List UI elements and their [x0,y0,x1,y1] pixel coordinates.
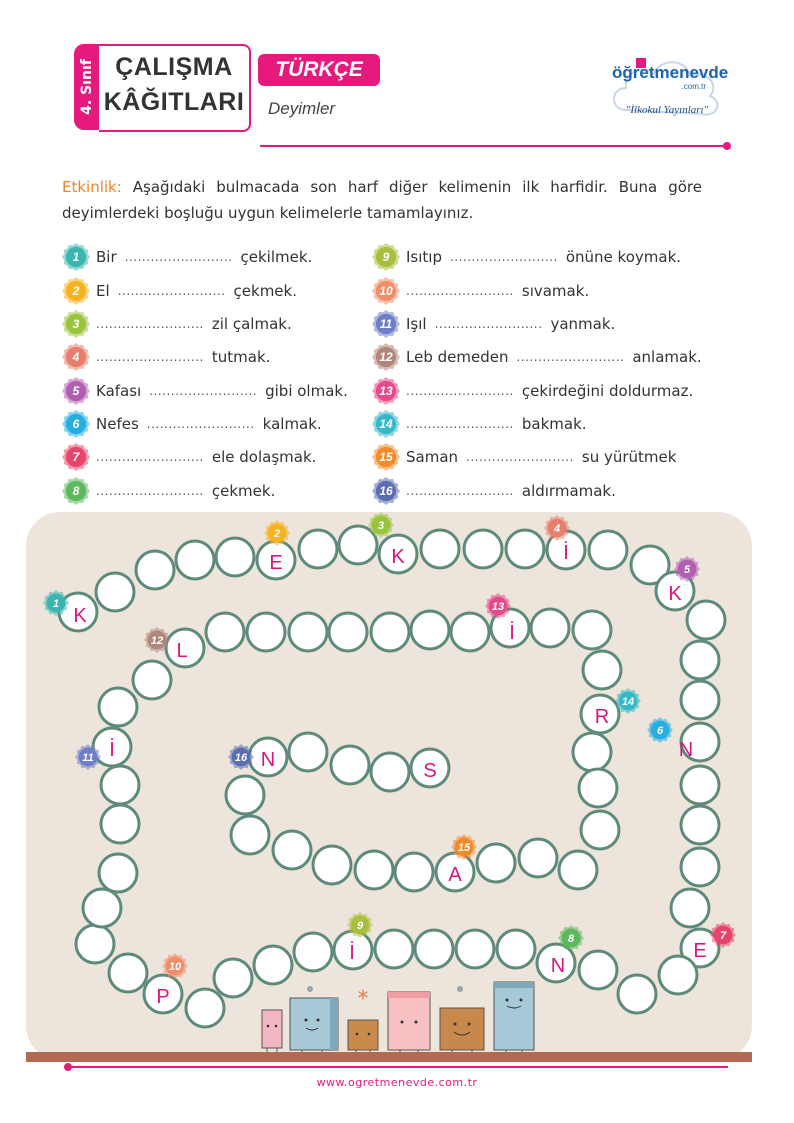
puzzle-cell[interactable] [254,946,292,984]
question-text-after: çekilmek. [240,248,313,266]
title-line-1: ÇALIŞMA [115,53,233,81]
puzzle-letter: P [156,986,170,1008]
puzzle-cell[interactable] [681,848,719,886]
title-line-2: KÂĞITLARI [103,88,245,116]
puzzle-cell[interactable] [101,805,139,843]
puzzle-letter: S [423,760,437,782]
answer-blank[interactable]: ......................... [406,484,514,498]
puzzle-cell[interactable] [421,530,459,568]
puzzle-cell[interactable] [671,889,709,927]
badge-number: 11 [379,317,393,331]
answer-blank[interactable]: ......................... [449,250,558,264]
question-text-after: çekirdeğini doldurmaz. [521,382,694,400]
logo-tagline: "İlkokul Yayınları" [625,104,709,116]
book-character-5-icon [440,986,484,1060]
question-text-before: Isıtıp [406,248,442,266]
puzzle-cell[interactable] [206,613,244,651]
puzzle-letter: A [448,864,462,886]
question-text-before: Nefes [96,415,139,433]
question-text-after: sıvamak. [521,282,590,300]
puzzle-cell[interactable] [371,753,409,791]
answer-blank[interactable]: ......................... [96,484,204,498]
answer-blank[interactable]: ......................... [149,384,258,398]
puzzle-cell[interactable] [83,889,121,927]
book-character-6-icon [494,982,534,1060]
puzzle-badge-number: 15 [457,842,471,854]
puzzle-cell[interactable] [273,831,311,869]
question-text-after: tutmak. [211,348,271,366]
question-text-after: gibi olmak. [265,382,348,400]
puzzle-cell[interactable] [375,930,413,968]
puzzle-cell[interactable] [136,551,174,589]
question-text-after: su yürütmek [581,448,677,466]
puzzle-cell[interactable] [581,811,619,849]
puzzle-letter: K [73,605,87,627]
question-text-before: Saman [406,448,459,466]
answer-blank[interactable]: ......................... [406,384,514,398]
question-text-after: bakmak. [521,415,587,433]
puzzle-cell[interactable] [687,601,725,639]
puzzle-badge-number: 2 [273,528,281,540]
answer-blank[interactable]: ......................... [96,350,204,364]
puzzle-cell[interactable] [313,846,351,884]
puzzle-cell[interactable] [497,930,535,968]
puzzle-badge-number: 8 [567,933,575,945]
puzzle-badge-number: 11 [82,752,94,764]
puzzle-cell[interactable] [299,530,337,568]
answer-blank[interactable]: ......................... [406,284,514,298]
puzzle-cell[interactable] [329,613,367,651]
puzzle-letter: İ [509,622,515,644]
question-text-after: ele dolaşmak. [211,448,317,466]
badge-number: 5 [72,384,80,398]
puzzle-cell[interactable] [96,573,134,611]
answer-blank[interactable]: ......................... [96,450,204,464]
puzzle-cell[interactable] [99,854,137,892]
puzzle-cell[interactable] [451,613,489,651]
answer-blank[interactable]: ......................... [406,417,514,431]
badge-number: 15 [379,450,393,464]
puzzle-cell[interactable] [214,959,252,997]
puzzle-cell[interactable] [477,844,515,882]
book-character-4-icon [388,992,430,1060]
badge-number: 1 [72,250,80,264]
puzzle-cell[interactable] [355,851,393,889]
puzzle-cell[interactable] [226,776,264,814]
puzzle-badge-number: 13 [491,601,505,613]
topic-label: Deyimler [268,99,336,118]
puzzle-badge-number: 4 [553,523,561,535]
puzzle-cell[interactable] [331,746,369,784]
question-text-after: çekmek. [211,482,276,500]
puzzle-cell[interactable] [573,733,611,771]
grade-label: 4. Sınıf [79,59,96,115]
question-text-before: El [96,282,110,300]
badge-number: 7 [72,450,80,464]
puzzle-cell[interactable] [456,930,494,968]
puzzle-cell[interactable] [289,613,327,651]
badge-number: 13 [379,384,393,398]
question-text-before: Bir [96,248,117,266]
question-text-after: çekmek. [233,282,297,300]
puzzle-number-badge-icon [647,717,673,743]
question-text-after: anlamak. [632,348,702,366]
puzzle-badge-number: 16 [234,752,248,764]
badge-number: 6 [72,417,80,431]
puzzle-cell[interactable] [531,609,569,647]
puzzle-letter: L [176,640,188,662]
book-character-2-icon [290,986,338,1060]
puzzle-cell[interactable] [506,530,544,568]
answer-blank[interactable]: ......................... [516,350,625,364]
puzzle-cell[interactable] [371,613,409,651]
question-text-after: zil çalmak. [211,315,292,333]
puzzle-cell[interactable] [589,531,627,569]
puzzle-cell[interactable] [133,661,171,699]
puzzle-cell[interactable] [519,839,557,877]
instructions-text: Aşağıdaki bulmacada son harf diğer kelimenin ilk harfidir. Buna göre deyimlerdeki boşluğu uygun kelimelerle tamamlayınız. [62,178,702,222]
footer-divider [68,1066,728,1068]
puzzle-cell[interactable] [681,806,719,844]
puzzle-badge-number: 5 [683,564,691,576]
badge-number: 9 [382,250,390,264]
puzzle-badge-number: 1 [52,598,60,610]
puzzle-cell[interactable] [247,613,285,651]
puzzle-cell[interactable] [573,611,611,649]
badge-number: 12 [379,350,393,364]
badge-number: 4 [72,350,80,364]
puzzle-cell[interactable] [579,951,617,989]
footer-url-link[interactable]: www.ogretmenevde.com.tr [316,1076,478,1089]
puzzle-badge-number: 12 [150,635,164,647]
badge-number: 2 [72,284,80,298]
puzzle-cell[interactable] [76,925,114,963]
puzzle-letter: K [391,546,405,568]
question-text-after: önüne koymak. [565,248,682,266]
puzzle-cell[interactable] [583,651,621,689]
answer-blank[interactable]: ......................... [124,250,233,264]
puzzle-cell[interactable] [176,541,214,579]
puzzle-letter: İ [349,942,355,964]
puzzle-letter: N [678,739,694,761]
ground-strip [26,1052,752,1062]
badge-number: 14 [379,417,393,431]
answer-blank[interactable]: ......................... [117,284,226,298]
puzzle-cell[interactable] [464,530,502,568]
puzzle-cell[interactable] [415,930,453,968]
puzzle-cell[interactable] [618,975,656,1013]
badge-number: 3 [72,317,80,331]
logo-name: öğretmenevde .com.tr [612,63,729,91]
question-text-after: kalmak. [262,415,322,433]
puzzle-badge-number: 7 [719,930,727,942]
question-text-before: Kafası [96,382,142,400]
question-text-after: aldırmamak. [521,482,616,500]
badge-number: 10 [379,284,393,298]
answer-blank[interactable]: ......................... [434,317,543,331]
puzzle-letter: K [668,583,682,605]
book-character-1-icon [262,1010,282,1058]
question-text-before: Leb demeden [406,348,509,366]
puzzle-cell[interactable] [289,733,327,771]
puzzle-cell[interactable] [101,766,139,804]
book-character-3-icon [348,987,378,1060]
answer-blank[interactable]: ......................... [96,317,204,331]
puzzle-badge-number: 9 [356,920,364,932]
subject-tag: TÜRKÇE [258,54,380,86]
puzzle-cell[interactable] [231,816,269,854]
puzzle-letter: N [260,749,276,771]
puzzle-cell[interactable] [659,956,697,994]
puzzle-badge-number: 6 [656,725,664,737]
badge-number: 16 [379,484,393,498]
svg-text:*: * [357,987,369,1012]
puzzle-cell[interactable] [681,641,719,679]
puzzle-cell[interactable] [216,538,254,576]
puzzle-cell[interactable] [681,766,719,804]
puzzle-cell[interactable] [99,688,137,726]
puzzle-badge-number: 3 [377,520,385,532]
question-text-before: Işıl [406,315,427,333]
answer-blank[interactable]: ......................... [466,450,574,464]
puzzle-cell[interactable] [579,769,617,807]
instructions-label: Etkinlik: [62,178,122,196]
puzzle-letter: İ [109,739,115,761]
badge-number: 8 [72,484,80,498]
puzzle-cell[interactable] [109,954,147,992]
answer-blank[interactable]: ......................... [146,417,255,431]
puzzle-cell[interactable] [559,851,597,889]
puzzle-letter: N [550,955,566,977]
puzzle-cell[interactable] [186,989,224,1027]
puzzle-cell[interactable] [681,681,719,719]
puzzle-letter: E [269,552,283,574]
puzzle-letter: İ [563,542,569,564]
puzzle-letter: E [693,940,707,962]
puzzle-badge-number: 14 [621,696,635,708]
puzzle-letter: R [594,706,610,728]
puzzle-cell[interactable] [294,933,332,971]
puzzle-badge-number: 10 [168,961,182,973]
puzzle-cell[interactable] [395,853,433,891]
question-text-after: yanmak. [550,315,616,333]
puzzle-cell[interactable] [411,611,449,649]
